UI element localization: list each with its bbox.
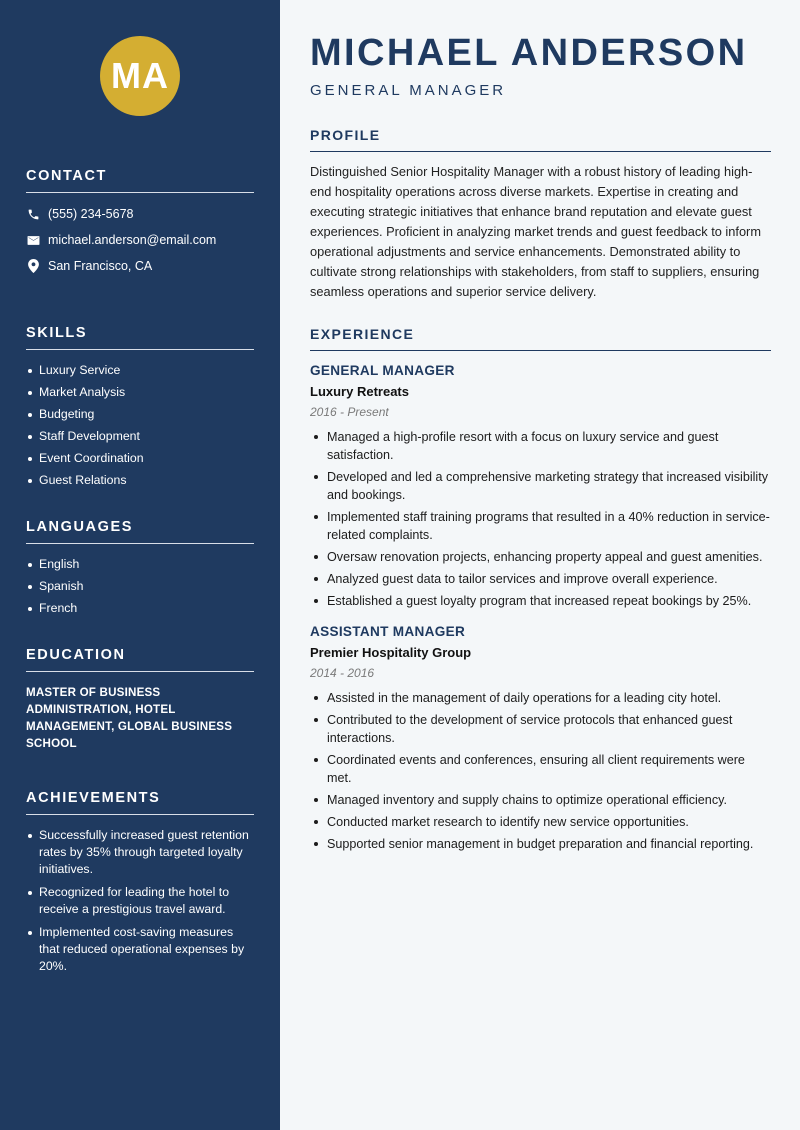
experience-section	[310, 326, 771, 853]
contact-email	[26, 231, 254, 249]
job-bullets	[310, 689, 771, 853]
contact-section	[26, 168, 254, 275]
job-bullet: Supported senior management in budget preparation and financial reporting.	[310, 835, 771, 853]
languages-section	[26, 519, 254, 617]
job-bullet: Established a guest loyalty program that increased repeat bookings by 25%.	[310, 592, 771, 610]
contact-phone	[26, 205, 254, 223]
contact-location-text: San Francisco, CA	[48, 259, 153, 273]
languages-list	[26, 556, 254, 617]
achievement-item: Successfully increased guest retention rates by 35% through targeted loyalty initiatives.	[26, 827, 254, 878]
education-line: MASTER OF BUSINESS	[26, 686, 161, 699]
languages-heading: LANGUAGES	[26, 519, 254, 544]
skills-list	[26, 362, 254, 489]
achievements-list	[26, 827, 254, 975]
language-item: Spanish	[26, 578, 254, 595]
education-degree	[26, 684, 254, 752]
skill-item: Budgeting	[26, 406, 254, 423]
contact-phone-text: (555) 234-5678	[48, 207, 134, 221]
achievement-item: Implemented cost-saving measures that reduced operational expenses by 20%.	[26, 924, 254, 975]
education-line: ADMINISTRATION, HOTEL	[26, 703, 176, 716]
job-dates: 2014 - 2016	[310, 666, 375, 680]
job-company: Luxury Retreats	[310, 384, 409, 399]
candidate-role: GENERAL MANAGER	[310, 82, 507, 99]
phone-icon	[26, 207, 40, 221]
job-entry	[310, 624, 771, 853]
job-title: GENERAL MANAGER	[310, 363, 455, 378]
skill-item: Market Analysis	[26, 384, 254, 401]
job-title: ASSISTANT MANAGER	[310, 624, 466, 639]
location-pin-icon	[26, 259, 40, 273]
job-bullets	[310, 428, 771, 610]
candidate-name: MICHAEL ANDERSON	[310, 32, 748, 74]
education-section	[26, 647, 254, 752]
language-item: French	[26, 600, 254, 617]
skills-section	[26, 325, 254, 489]
job-bullet: Implemented staff training programs that resulted in a 40% reduction in service-related complaints.	[310, 508, 771, 544]
education-line: MANAGEMENT, GLOBAL BUSINESS	[26, 720, 233, 733]
profile-section	[310, 127, 771, 302]
profile-text: Distinguished Senior Hospitality Manager with a robust history of leading high-end hospitality operations across diverse markets. Expertise in creating and executing strategic initiatives that enhance brand reputation and elevate guest experiences. Proficient in analyzing market trends and guest feedback to inform operational adjustments and service enhancements. Demonstrated ability to cultivate strong relationships with stakeholders, from staff to suppliers, ensuring seamless operations and superior service delivery.	[310, 164, 761, 299]
skill-item: Guest Relations	[26, 472, 254, 489]
main-content	[280, 0, 800, 1130]
education-heading: EDUCATION	[26, 647, 254, 672]
job-bullet: Analyzed guest data to tailor services and improve overall experience.	[310, 570, 771, 588]
experience-heading: EXPERIENCE	[310, 326, 771, 351]
job-bullet: Managed a high-profile resort with a focus on luxury service and guest satisfaction.	[310, 428, 771, 464]
achievements-heading: ACHIEVEMENTS	[26, 790, 254, 815]
skills-heading: SKILLS	[26, 325, 254, 350]
contact-email-text: michael.anderson@email.com	[48, 233, 217, 247]
profile-heading: PROFILE	[310, 127, 771, 152]
job-bullet: Assisted in the management of daily operations for a leading city hotel.	[310, 689, 771, 707]
job-bullet: Contributed to the development of service protocols that enhanced guest interactions.	[310, 711, 771, 747]
skill-item: Staff Development	[26, 428, 254, 445]
job-bullet: Developed and led a comprehensive marketing strategy that increased visibility and bookings.	[310, 468, 771, 504]
mail-icon	[26, 233, 40, 247]
job-dates: 2016 - Present	[310, 405, 389, 419]
contact-heading: CONTACT	[26, 168, 254, 193]
job-bullet: Managed inventory and supply chains to optimize operational efficiency.	[310, 791, 771, 809]
achievements-section	[26, 790, 254, 975]
job-entry	[310, 363, 771, 610]
skill-item: Luxury Service	[26, 362, 254, 379]
contact-location	[26, 257, 254, 275]
achievement-item: Recognized for leading the hotel to receive a prestigious travel award.	[26, 884, 254, 918]
language-item: English	[26, 556, 254, 573]
job-bullet: Conducted market research to identify new service opportunities.	[310, 813, 771, 831]
sidebar	[0, 0, 280, 1130]
education-line: SCHOOL	[26, 737, 77, 750]
job-bullet: Coordinated events and conferences, ensuring all client requirements were met.	[310, 751, 771, 787]
job-bullet: Oversaw renovation projects, enhancing property appeal and guest amenities.	[310, 548, 771, 566]
avatar: MA	[100, 36, 180, 116]
skill-item: Event Coordination	[26, 450, 254, 467]
job-company: Premier Hospitality Group	[310, 645, 472, 660]
